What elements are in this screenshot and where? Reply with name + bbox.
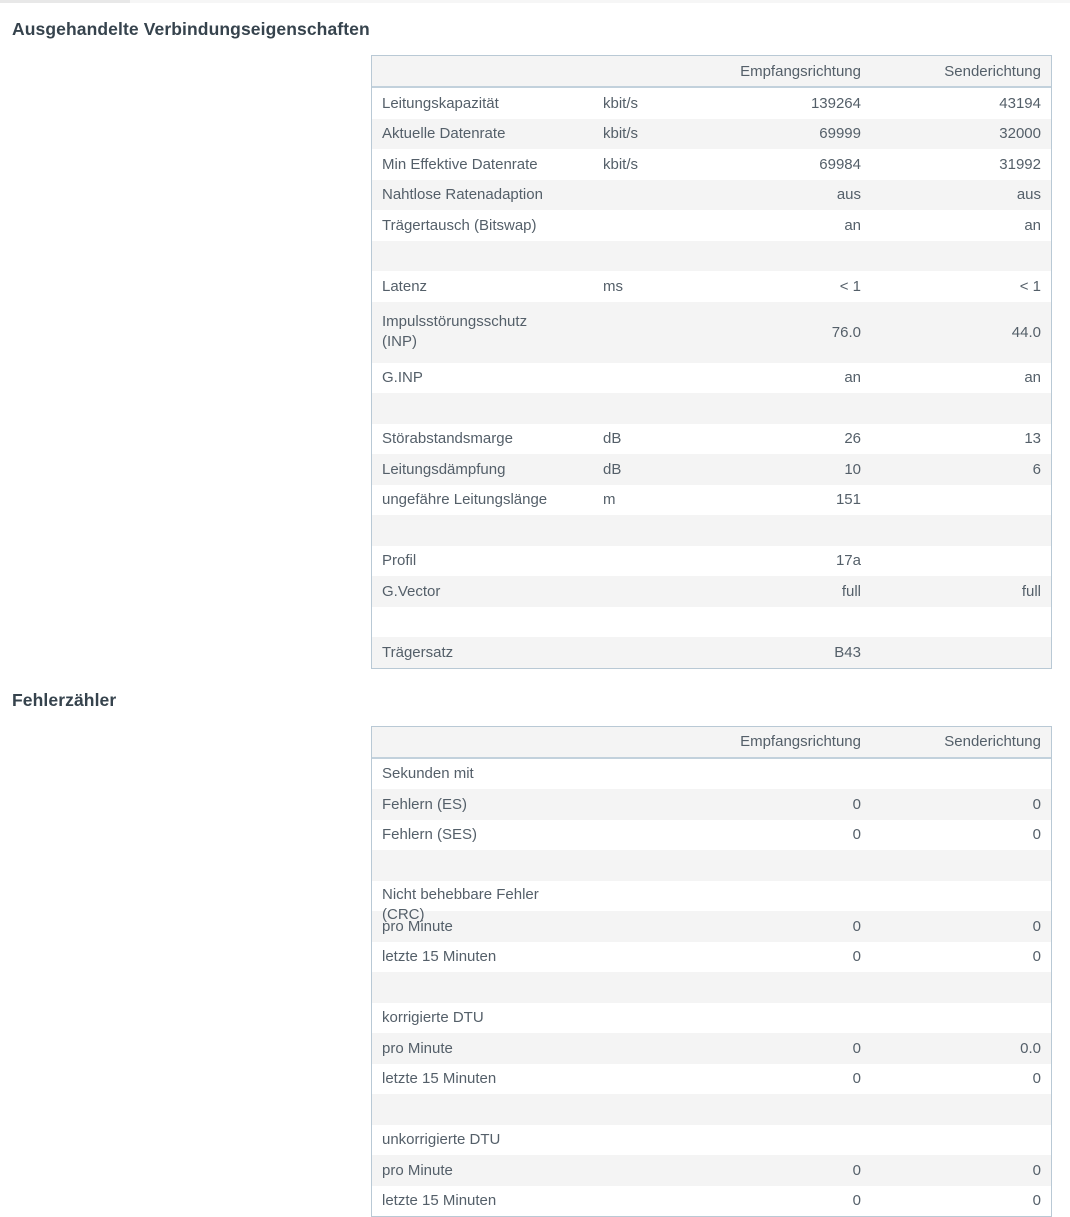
row-value-empfangsrichtung: full	[701, 583, 861, 600]
table-header-row	[372, 56, 1051, 88]
row-value-empfangsrichtung: 76.0	[701, 324, 861, 341]
row-label: Nahtlose Ratenadaption	[382, 186, 603, 203]
row-value-senderichtung: < 1	[861, 278, 1041, 295]
section-connection-properties	[0, 18, 1070, 669]
row-label: Störabstandsmarge	[382, 430, 603, 447]
row-value-senderichtung: 0.0	[861, 1040, 1041, 1057]
column-header-senderichtung: Senderichtung	[861, 733, 1041, 750]
row-value-empfangsrichtung: 0	[701, 1192, 861, 1209]
table-row	[372, 942, 1051, 973]
row-unit: ms	[603, 278, 701, 295]
table-spacer-row	[372, 393, 1051, 424]
row-value-empfangsrichtung: 0	[701, 1040, 861, 1057]
row-label: Trägersatz	[382, 644, 603, 661]
row-label: letzte 15 Minuten	[382, 1192, 603, 1209]
row-value-senderichtung: an	[861, 369, 1041, 386]
row-value-empfangsrichtung: 0	[701, 1070, 861, 1087]
row-label: Trägertausch (Bitswap)	[382, 217, 603, 234]
table-body	[372, 759, 1051, 1217]
table-row	[372, 1186, 1051, 1217]
table-header-row	[372, 727, 1051, 759]
row-value-empfangsrichtung: 139264	[701, 95, 861, 112]
table-spacer-row	[372, 515, 1051, 546]
row-label: pro Minute	[382, 1162, 603, 1179]
section-title-connection-properties: Ausgehandelte Verbindungseigenschaften	[12, 18, 1070, 40]
table-spacer-row	[372, 607, 1051, 638]
row-label: Fehlern (ES)	[382, 796, 603, 813]
row-value-empfangsrichtung: aus	[701, 186, 861, 203]
table-row	[372, 576, 1051, 607]
table-spacer-row	[372, 1094, 1051, 1125]
row-label: pro Minute	[382, 1040, 603, 1057]
row-label: Min Effektive Datenrate	[382, 156, 603, 173]
row-value-empfangsrichtung: 151	[701, 491, 861, 508]
row-value-senderichtung: 0	[861, 796, 1041, 813]
table-row	[372, 637, 1051, 668]
row-value-senderichtung: 31992	[861, 156, 1041, 173]
top-divider	[0, 0, 1070, 3]
row-unit: dB	[603, 461, 701, 478]
row-value-senderichtung: 44.0	[861, 324, 1041, 341]
table-spacer-row	[372, 972, 1051, 1003]
row-label: Leitungsdämpfung	[382, 461, 603, 478]
column-header-empfangsrichtung: Empfangsrichtung	[701, 733, 861, 750]
row-label: Aktuelle Datenrate	[382, 125, 603, 142]
table-row	[372, 149, 1051, 180]
table-row	[372, 759, 1051, 790]
table-row	[372, 88, 1051, 119]
row-value-empfangsrichtung: < 1	[701, 278, 861, 295]
row-value-senderichtung: 0	[861, 1162, 1041, 1179]
row-value-senderichtung: aus	[861, 186, 1041, 203]
error-counters-table	[371, 726, 1052, 1217]
table-row	[372, 1003, 1051, 1034]
row-value-empfangsrichtung: B43	[701, 644, 861, 661]
row-value-empfangsrichtung: 0	[701, 948, 861, 965]
row-value-empfangsrichtung: 17a	[701, 552, 861, 569]
table-row	[372, 180, 1051, 211]
section-title-error-counters: Fehlerzähler	[12, 689, 1070, 711]
column-header-senderichtung: Senderichtung	[861, 63, 1041, 80]
table-row	[372, 546, 1051, 577]
row-label: Leitungskapazität	[382, 95, 603, 112]
row-label: Sekunden mit	[382, 765, 603, 782]
table-row	[372, 820, 1051, 851]
row-value-senderichtung: full	[861, 583, 1041, 600]
row-value-empfangsrichtung: 0	[701, 918, 861, 935]
row-value-senderichtung: 0	[861, 948, 1041, 965]
top-divider-accent	[0, 0, 130, 3]
row-value-senderichtung: 43194	[861, 95, 1041, 112]
table-row	[372, 454, 1051, 485]
row-value-empfangsrichtung: 69984	[701, 156, 861, 173]
row-label: Latenz	[382, 278, 603, 295]
row-value-senderichtung: 0	[861, 1070, 1041, 1087]
row-unit: kbit/s	[603, 156, 701, 173]
table-spacer-row	[372, 241, 1051, 272]
table-row	[372, 1033, 1051, 1064]
table-spacer-row	[372, 850, 1051, 881]
row-label: unkorrigierte DTU	[382, 1131, 603, 1148]
row-label: G.Vector	[382, 583, 603, 600]
row-unit: m	[603, 491, 701, 508]
table-row	[372, 302, 1051, 363]
row-label: korrigierte DTU	[382, 1009, 603, 1026]
row-unit: kbit/s	[603, 95, 701, 112]
table-row	[372, 789, 1051, 820]
row-value-empfangsrichtung: 26	[701, 430, 861, 447]
table-row	[372, 424, 1051, 455]
table-row	[372, 271, 1051, 302]
row-value-empfangsrichtung: 69999	[701, 125, 861, 142]
row-label: Fehlern (SES)	[382, 826, 603, 843]
row-value-senderichtung: an	[861, 217, 1041, 234]
row-value-empfangsrichtung: 0	[701, 826, 861, 843]
row-label: letzte 15 Minuten	[382, 948, 603, 965]
table-row	[372, 210, 1051, 241]
section-error-counters	[0, 689, 1070, 1217]
row-value-empfangsrichtung: 0	[701, 796, 861, 813]
table-row	[372, 1155, 1051, 1186]
row-value-senderichtung: 13	[861, 430, 1041, 447]
row-value-empfangsrichtung: an	[701, 369, 861, 386]
row-value-senderichtung: 0	[861, 826, 1041, 843]
table-row	[372, 1064, 1051, 1095]
row-unit: dB	[603, 430, 701, 447]
row-label: G.INP	[382, 369, 603, 386]
row-label: pro Minute	[382, 918, 603, 935]
row-value-senderichtung: 6	[861, 461, 1041, 478]
row-label: Profil	[382, 552, 603, 569]
row-label: Nicht behebbare Fehler (CRC)	[382, 881, 603, 925]
row-value-empfangsrichtung: 10	[701, 461, 861, 478]
row-value-senderichtung: 32000	[861, 125, 1041, 142]
connection-properties-table	[371, 55, 1052, 669]
row-value-empfangsrichtung: 0	[701, 1162, 861, 1179]
column-header-empfangsrichtung: Empfangsrichtung	[701, 63, 861, 80]
table-row	[372, 363, 1051, 394]
row-value-senderichtung: 0	[861, 918, 1041, 935]
row-label: ungefähre Leitungslänge	[382, 491, 603, 508]
row-unit: kbit/s	[603, 125, 701, 142]
row-label: Impulsstörungsschutz (INP)	[382, 312, 603, 352]
row-value-senderichtung: 0	[861, 1192, 1041, 1209]
table-row	[372, 1125, 1051, 1156]
table-body	[372, 88, 1051, 668]
row-value-empfangsrichtung: an	[701, 217, 861, 234]
row-label: letzte 15 Minuten	[382, 1070, 603, 1087]
table-row	[372, 485, 1051, 516]
table-row	[372, 881, 1051, 912]
table-row	[372, 119, 1051, 150]
